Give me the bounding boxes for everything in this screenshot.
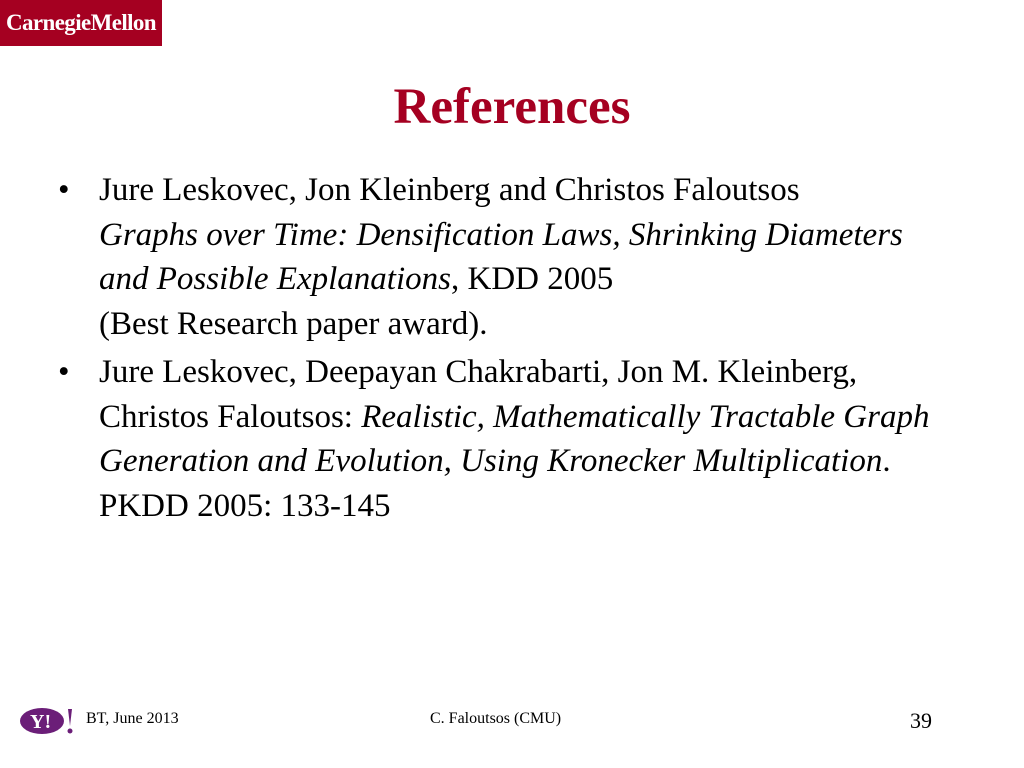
slide-footer: [0, 700, 1024, 740]
page-number: 39: [910, 708, 932, 733]
reference-authors: Jure Leskovec, Deepayan Chakrabarti, Jon M. Kleinberg, Christos Faloutsos:: [99, 354, 858, 435]
reference-note: (Best Research paper award).: [99, 305, 488, 342]
bullet-icon: •: [58, 172, 70, 208]
reference-title: Realistic, Mathematically Tractable Graph Generation and Evolution, Using Kronecker Multiplication: [99, 398, 930, 479]
reference-item: [58, 350, 958, 528]
reference-item: [58, 168, 958, 346]
footer-author: C. Faloutsos (CMU): [430, 710, 562, 727]
reference-list: [58, 168, 958, 528]
yahoo-logo-text: Y!: [30, 711, 52, 733]
yahoo-logo-icon: [18, 706, 76, 736]
slide-title: References: [393, 79, 631, 135]
cmu-logo: [0, 0, 162, 46]
bullet-icon: •: [58, 354, 70, 390]
reference-authors: Jure Leskovec, Jon Kleinberg and Christos Faloutsos: [99, 172, 800, 208]
reference-venue: , KDD 2005: [450, 261, 614, 297]
reference-venue: . PKDD 2005: 133-145: [99, 443, 891, 524]
cmu-logo-text: CarnegieMellon: [5, 10, 156, 35]
footer-date: BT, June 2013: [86, 710, 179, 727]
reference-title: Graphs over Time: Densification Laws, Shrinking Diameters and Possible Explanations: [99, 216, 903, 297]
